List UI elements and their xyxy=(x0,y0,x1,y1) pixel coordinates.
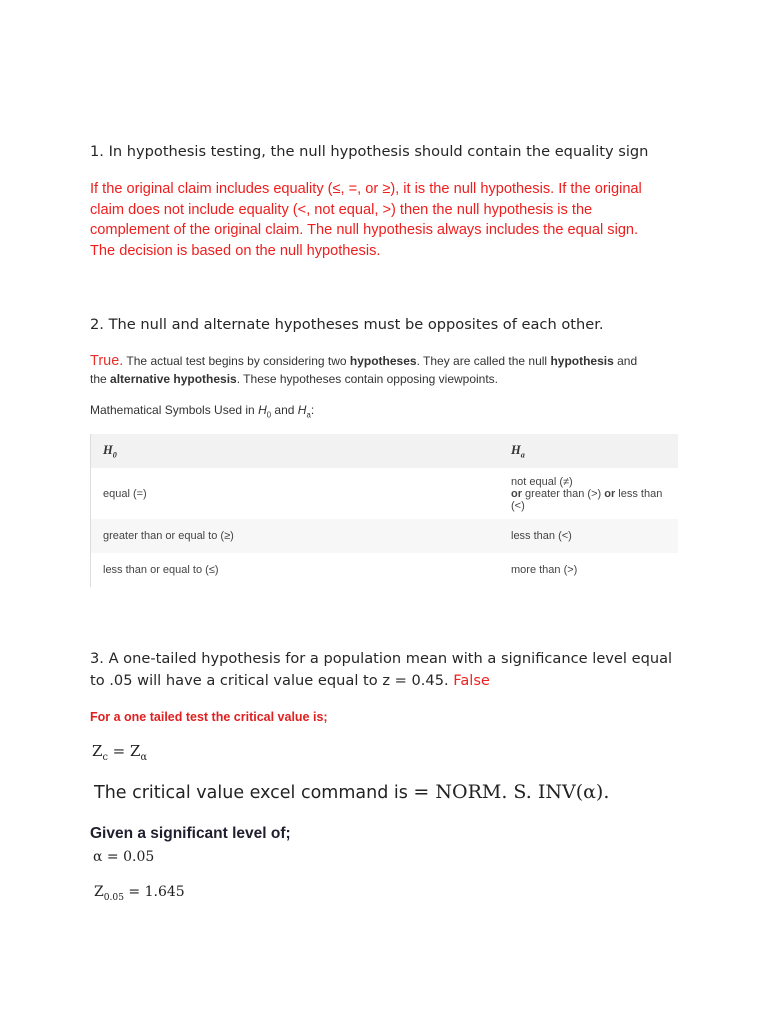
table-row xyxy=(91,468,678,519)
excel-command: The critical value excel command is = NORM. S. INV(α). xyxy=(94,781,610,803)
question-3: 3. A one-tailed hypothesis for a population mean with a significance level equal to .05 will have a critical value equal to z = 0.45. False xyxy=(90,650,673,689)
table-row xyxy=(91,553,678,587)
cell-h0: equal (=) xyxy=(91,468,500,519)
header-ha: $H_a$ xyxy=(499,434,678,468)
question-2: 2. The null and alternate hypotheses must be opposites of each other. xyxy=(90,316,604,333)
answer-1-line-4: The decision is based on the null hypothesis. xyxy=(90,242,381,259)
table-header-row xyxy=(91,434,678,468)
one-tailed-heading: For a one tailed test the critical value is; xyxy=(90,710,328,724)
alpha-formula: α = 0.05 xyxy=(93,849,155,865)
cell-h0: greater than or equal to (≥) xyxy=(91,519,500,553)
table-row xyxy=(91,519,678,553)
answer-1-line-3: complement of the original claim. The null hypothesis always includes the equal sign. xyxy=(90,222,639,238)
answer-1 xyxy=(90,179,730,261)
cell-ha: more than (>) xyxy=(499,553,678,587)
symbols-table xyxy=(90,434,678,587)
verdict-true: True. xyxy=(90,353,124,369)
answer-2-line-1: True. The actual test begins by considering two hypotheses. They are called the null hypothesis and xyxy=(90,353,638,369)
symbols-caption: Mathematical Symbols Used in $H_0$ and $H_a$: xyxy=(90,403,315,420)
cell-ha: less than (<) xyxy=(499,519,678,553)
critical-value-formula: $Z_c = Z_\alpha$ xyxy=(92,742,148,763)
answer-1-line-1: If the original claim includes equality (≤, =, or ≥), it is the null hypothesis. If the original xyxy=(90,181,642,197)
answer-2-line-2: the alternative hypothesis. These hypotheses contain opposing viewpoints. xyxy=(90,372,499,386)
z-value-formula: $Z_{0.05} = 1.645$ xyxy=(94,884,185,903)
header-h0: $H_0$ xyxy=(91,434,500,468)
verdict-false: False xyxy=(453,672,490,689)
cell-ha: not equal (≠) or greater than (>) or less than (<) xyxy=(499,468,678,519)
question-1: 1. In hypothesis testing, the null hypothesis should contain the equality sign xyxy=(90,143,649,160)
given-heading: Given a significant level of; xyxy=(90,825,291,842)
answer-2 xyxy=(90,352,690,388)
cell-h0: less than or equal to (≤) xyxy=(91,553,500,587)
answer-1-line-2: claim does not include equality (<, not equal, >) then the null hypothesis is the xyxy=(90,201,593,218)
